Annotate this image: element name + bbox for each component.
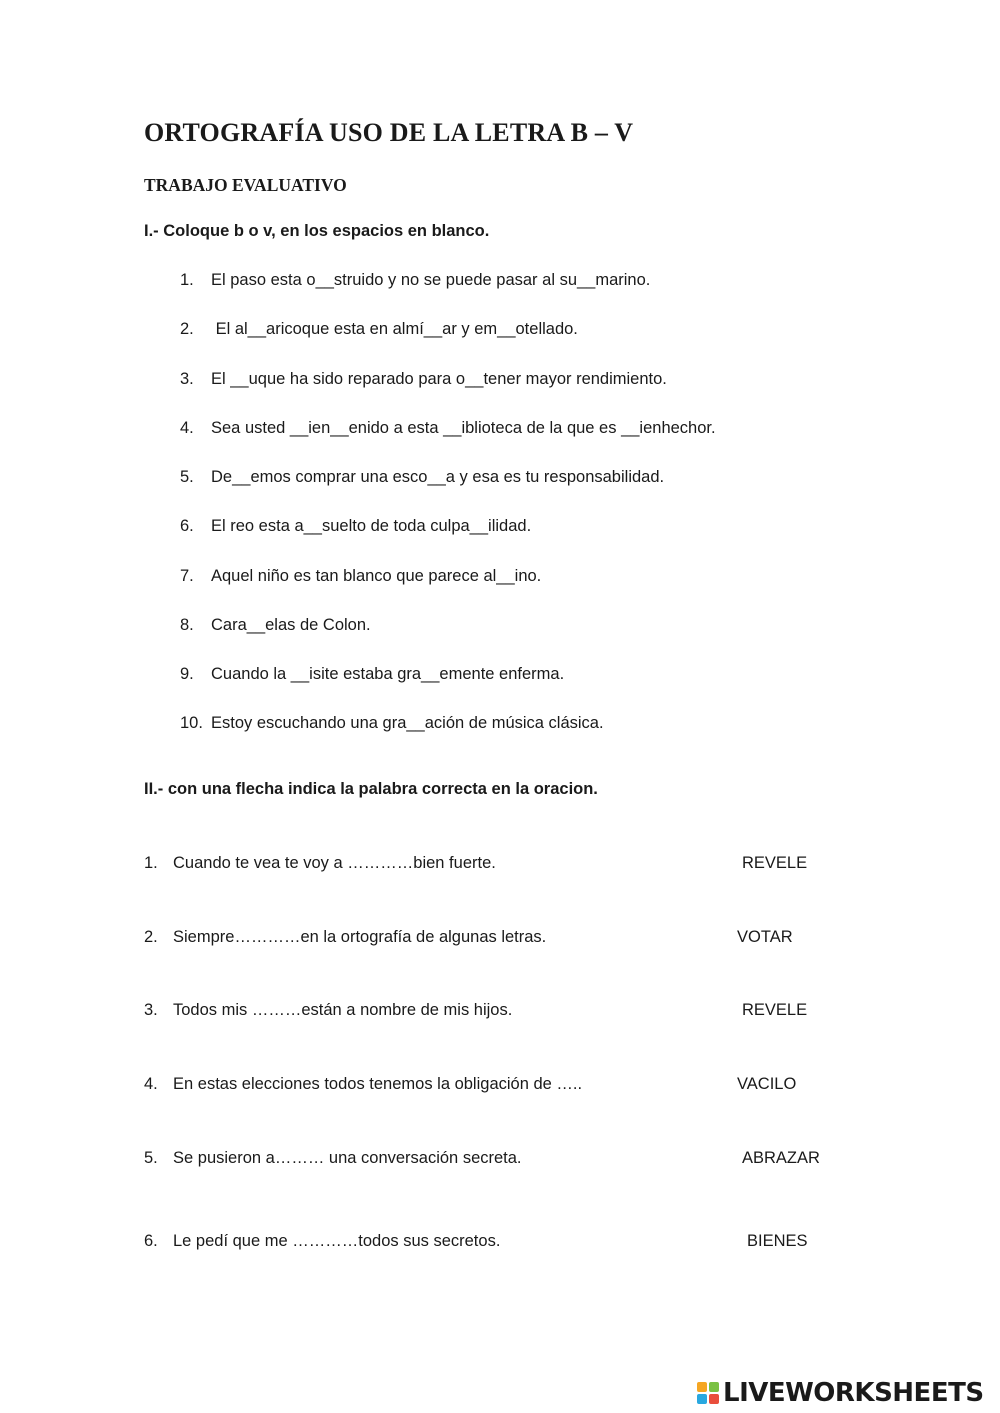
exercise-1-item [180,468,664,487]
exercise-1-item [180,665,564,684]
exercise-2-item [144,1149,522,1168]
item-text: De__emos comprar una esco__a y esa es tu responsabilidad. [211,468,665,486]
answer-option[interactable]: VACILO [737,1075,797,1093]
item-text: Aquel niño es tan blanco que parece al__ino. [211,567,542,585]
item-number: 2. [144,928,158,946]
item-text: Cuando te vea te voy a …………bien fuerte. [173,854,496,872]
item-number: 4. [180,419,194,437]
page-subtitle: TRABAJO EVALUATIVO [144,175,347,195]
section-1-heading: I.- Coloque b o v, en los espacios en blanco. [144,222,490,240]
item-number: 1. [144,854,158,872]
item-number: 5. [180,468,194,486]
item-text: El __uque ha sido reparado para o__tener mayor rendimiento. [211,370,667,388]
logo-square [709,1394,719,1404]
item-number: 5. [144,1149,158,1167]
answer-option[interactable]: REVELE [742,1001,808,1019]
item-number: 4. [144,1075,158,1093]
item-text: Sea usted __ien__enido a esta __iblioteca de la que es __ienhechor. [211,419,716,437]
item-number: 6. [144,1232,158,1250]
exercise-2-item [144,1001,512,1020]
item-text: Cuando la __isite estaba gra__emente enferma. [211,665,565,683]
liveworksheets-logo[interactable] [697,1376,984,1410]
item-number: 3. [144,1001,158,1019]
exercise-1-item [180,320,578,339]
exercise-1-item [180,616,371,635]
logo-mark-icon [697,1382,719,1404]
item-number: 9. [180,665,194,683]
answer-option[interactable]: REVELE [742,854,808,872]
item-text: En estas elecciones todos tenemos la obligación de ….. [173,1075,583,1093]
item-text: Estoy escuchando una gra__ación de música clásica. [211,714,604,732]
logo-square [709,1382,719,1392]
item-number: 8. [180,616,194,634]
item-number: 3. [180,370,194,388]
item-text: El paso esta o__struido y no se puede pasar al su__marino. [211,271,651,289]
item-number: 6. [180,517,194,535]
item-text: El al__aricoque esta en almí__ar y em__otellado. [211,320,578,338]
exercise-1-item [180,271,650,290]
item-text: El reo esta a__suelto de toda culpa__ilidad. [211,517,532,535]
item-number: 10. [180,714,203,732]
item-text: Todos mis ………están a nombre de mis hijos. [173,1001,513,1019]
item-number: 1. [180,271,194,289]
exercise-1-item [180,370,667,389]
logo-text: LIVEWORKSHEETS [723,1378,984,1408]
exercise-1-item [180,517,531,536]
answer-option[interactable]: ABRAZAR [742,1149,820,1167]
item-text: Se pusieron a……… una conversación secreta. [173,1149,522,1167]
exercise-2-item [144,928,546,947]
exercise-1-item [180,714,604,733]
section-2-heading: II.- con una flecha indica la palabra correcta en la oracion. [144,780,598,798]
exercise-1-item [180,419,716,438]
exercise-2-item [144,1075,582,1094]
item-number: 7. [180,567,194,585]
item-text: Le pedí que me …………todos sus secretos. [173,1232,501,1250]
logo-square [697,1382,707,1392]
exercise-2-item [144,854,496,873]
answer-option[interactable]: BIENES [747,1232,808,1250]
exercise-2-item [144,1232,500,1251]
logo-square [697,1394,707,1404]
page-title: ORTOGRAFÍA USO DE LA LETRA B – V [144,118,634,147]
exercise-1-item [180,567,541,586]
item-number: 2. [180,320,194,338]
answer-option[interactable]: VOTAR [737,928,793,946]
item-text: Cara__elas de Colon. [211,616,371,634]
item-text: Siempre…………en la ortografía de algunas letras. [173,928,547,946]
